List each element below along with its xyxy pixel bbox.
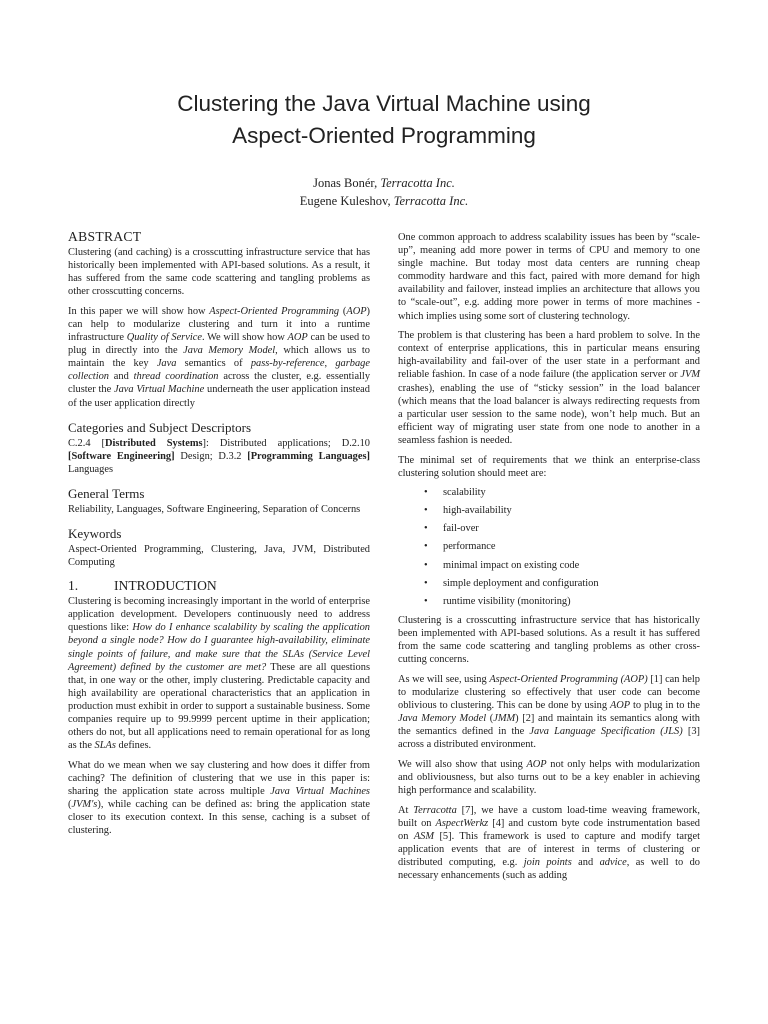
- section-number: 1.: [68, 578, 79, 594]
- list-item: • performance: [424, 540, 700, 553]
- abstract-paragraph-1: Clustering (and caching) is a crosscutting infrastructure service that has historically been implemented with API-based solutions. As a result, it has suffered from the same code scattering and tangling problems as other crosscutting concerns.: [68, 247, 370, 298]
- list-item: • scalability: [424, 486, 700, 499]
- author-affiliation: Terracotta Inc.: [380, 176, 455, 190]
- requirements-list: [398, 486, 700, 608]
- right-paragraph-6: We will also show that using AOP not only helps with modularization and obliviousness, but also turns out to be a key enabler in achieving high performance and scalability.: [398, 758, 700, 796]
- right-paragraph-4: Clustering is a crosscutting infrastructure service that has historically been implemented with API-based solutions. As a result it has suffered from the same code scattering and tangling problems as other cross-cutting concerns.: [398, 614, 700, 666]
- list-item: • simple deployment and configuration: [424, 577, 700, 590]
- paper-title: [40, 88, 728, 152]
- abstract-paragraph-2: In this paper we will show how Aspect-Oriented Programming (AOP) can help to modularize clustering and turn it into a runtime infrastructure Quality of Service. We will show how AOP can be used to plug in directly into the Java Memory Model, which allows us to maintain the key Java semantics of pass-by-reference, garbage collection and thread coordination across the cluster, e.g. essentially cluster the Java Virtual Machine underneath the user application instead of the user application directly: [68, 305, 371, 409]
- right-paragraph-1: One common approach to address scalability issues has been by “scale-up”, meaning add more power in terms of CPU and memory to one single machine. But today most data centers are running cheap commodity hardware and this fact, paired with more demand for high availability and failover, instead implies an architecture that allows you to “scale-out”, e.g. adding more power in terms of more machines - which implies using some sort of clustering technology.: [398, 232, 700, 322]
- right-paragraph-5: As we will see, using Aspect-Oriented Programming (AOP) [1] can help to modularize clustering so effectively that user code can become oblivious to clustering. This can be done by using AOP to plug in to the Java Memory Model (JMM) [2] and maintain its semantics along with the semantics defined in the Java Language Specification (JLS) [3] across a distributed environment.: [398, 673, 701, 751]
- general-terms-heading: General Terms: [68, 485, 145, 501]
- section-title: INTRODUCTION: [114, 578, 217, 594]
- author-block: [40, 174, 728, 210]
- keywords-body: Aspect-Oriented Programming, Clustering, Java, JVM, Distributed Computing: [68, 544, 370, 569]
- list-item: • high-availability: [424, 504, 700, 517]
- keywords-heading: Keywords: [68, 526, 122, 541]
- author-1: [40, 174, 728, 192]
- title-line-2: Aspect-Oriented Programming: [232, 123, 536, 148]
- introduction-paragraph-2: What do we mean when we say clustering and how does it differ from caching? The definition of clustering that we use in this paper is: sharing the application state across multiple Java Virtual Machines (JVM's), while caching can be defined as: bring the application state closer to its execution context. In this sense, caching is a subset of clustering.: [68, 759, 370, 837]
- author-affiliation: Terracotta Inc.: [393, 194, 469, 208]
- right-column: [398, 231, 700, 889]
- categories-heading: Categories and Subject Descriptors: [68, 419, 252, 435]
- author-name: Eugene Kuleshov,: [299, 194, 394, 208]
- author-name: Jonas Bonér,: [313, 176, 381, 190]
- list-item: • runtime visibility (monitoring): [424, 595, 700, 608]
- introduction-heading: [68, 578, 370, 594]
- introduction-paragraph-1: Clustering is becoming increasingly important in the world of enterprise application development. Developers continuously need to address questions like: How do I enhance scalability by scaling the application beyond a single node? How do I guarantee high-availability, eliminate single points of failure, and make sure that the SLAs (Service Level Agreement) defined by the customer are met? These are all questions that, in one way or the other, imply clustering. Predictable capacity and high availability are operational characteristics that an application in production must exhibit in order to support a sustainable business. Some companies require up to 99.9999 percent uptime in their application; others do not, but all applications need to remain operational for as long as the SLAs defines.: [68, 596, 371, 752]
- author-2: [40, 192, 728, 210]
- general-terms-body: Reliability, Languages, Software Engineering, Separation of Concerns: [68, 503, 361, 515]
- abstract-heading: ABSTRACT: [68, 229, 142, 244]
- list-item: • minimal impact on existing code: [424, 559, 700, 572]
- right-paragraph-3: The minimal set of requirements that we think an enterprise-class clustering solution should meet are:: [398, 454, 700, 479]
- right-paragraph-7: At Terracotta [7], we have a custom load-time weaving framework, built on AspectWerkz [4] and custom byte code instrumentation based on ASM [5]. This framework is used to capture and modify target application events that are of interest in terms of clustering or distributed computing, e.g. join points and advice, as well to do necessary enhancements (such as adding: [398, 804, 700, 882]
- right-paragraph-2: The problem is that clustering has been a hard problem to solve. In the context of enterprise applications, this in particular means ensuring high-availability and fail-over of the user state in a performant and reliable fashion. In case of a node failure (the application server or JVM crashes), enabling the use of “sticky session” in the load balancer (which means that the load balancer is always redirecting requests from a particular user session to the same node), won’t help much. But an efficient way of migrating user state from one node to another in a seamless fashion is needed.: [398, 330, 700, 446]
- list-item: • fail-over: [424, 522, 700, 535]
- left-column: [68, 229, 370, 844]
- title-line-1: Clustering the Java Virtual Machine using: [177, 91, 591, 116]
- categories-body: C.2.4 [Distributed Systems]: Distributed applications; D.2.10 [Software Engineering] Design; D.3.2 [Programming Languages] Languages: [68, 437, 370, 475]
